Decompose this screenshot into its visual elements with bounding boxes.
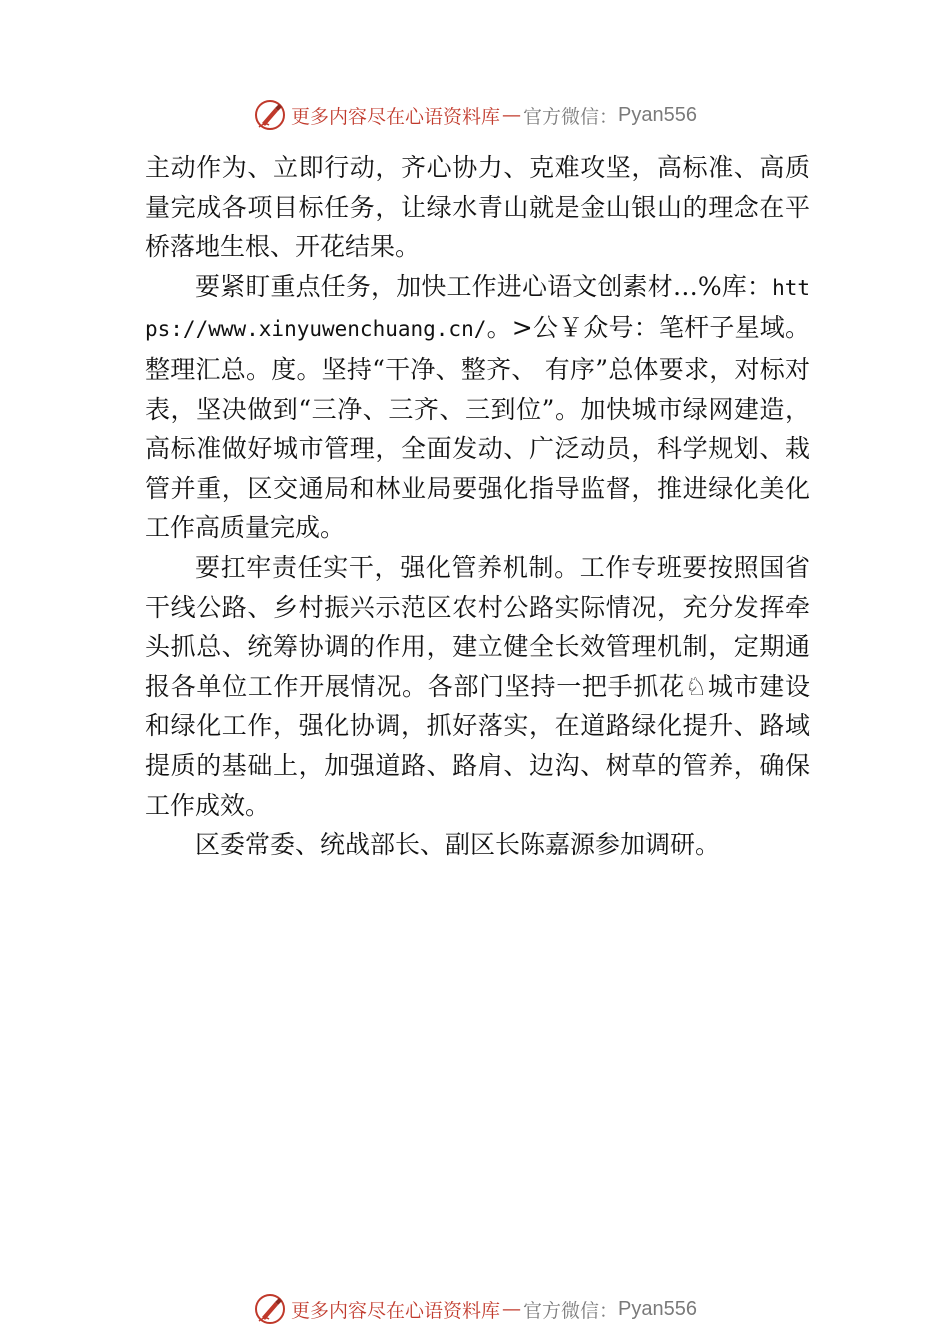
paragraph-3: 要扛牢责任实干，强化管养机制。工作专班要按照国省干线公路、乡村振兴示范区农村公路实际情况，充分发挥牵头抓总、统筹协调的作用，建立健全长效管理机制，定期通报各单位工作开展情况。各部门坚持一把手抓花♘城市建设和绿化工作，强化协调，抓好落实，在道路绿化提升、路域提质的基础上，加强道路、路肩、边沟、树草的管养，确保工作成效。 [145,552,810,820]
banner-promo-text: 更多内容尽在心语资料库 [291,1299,501,1322]
library-url-link[interactable]: https://www.xinyuwenchuang.cn/ [145,275,810,342]
banner-official-label: 官方微信： [523,105,619,128]
pen-logo-icon [253,98,287,132]
header-watermark-banner [0,95,950,135]
paragraph-1: 主动作为、立即行动，齐心协力、克难攻坚，高标准、高质量完成各项目标任务，让绿水青山就是金山银山的理念在平桥落地生根、开花结果。 [145,153,810,262]
paragraph-2 [145,267,810,548]
banner-dash: — [502,1298,522,1320]
banner-dash: — [502,104,522,126]
document-body [145,148,810,865]
footer-watermark-banner [0,1289,950,1329]
banner-wechat-handle: Pyan556 [618,1297,697,1320]
paragraph-4: 区委常委、统战部长、副区长陈嘉源参加调研。 [195,830,721,860]
paragraph-2-lead: 要紧盯重点任务，加快工作进心语文创素材…%库： [195,271,773,301]
pen-logo-icon [253,1292,287,1326]
banner-promo-text: 更多内容尽在心语资料库 [291,105,501,128]
banner-wechat-handle: Pyan556 [618,103,697,126]
paragraph-2-body: 。>公￥众号：笔杆子星域。整理汇总。度。坚持“干净、整齐、 有序”总体要求，对标对表，坚决做到“三净、三齐、三到位”。加快城市绿网建造，高标准做好城市管理，全面发动、广泛动员，科学规划、栽管并重，区交通局和林业局要强化指导监督，推进绿化美化工作高质量完成。 [145,313,810,543]
banner-official-label: 官方微信： [523,1299,619,1322]
